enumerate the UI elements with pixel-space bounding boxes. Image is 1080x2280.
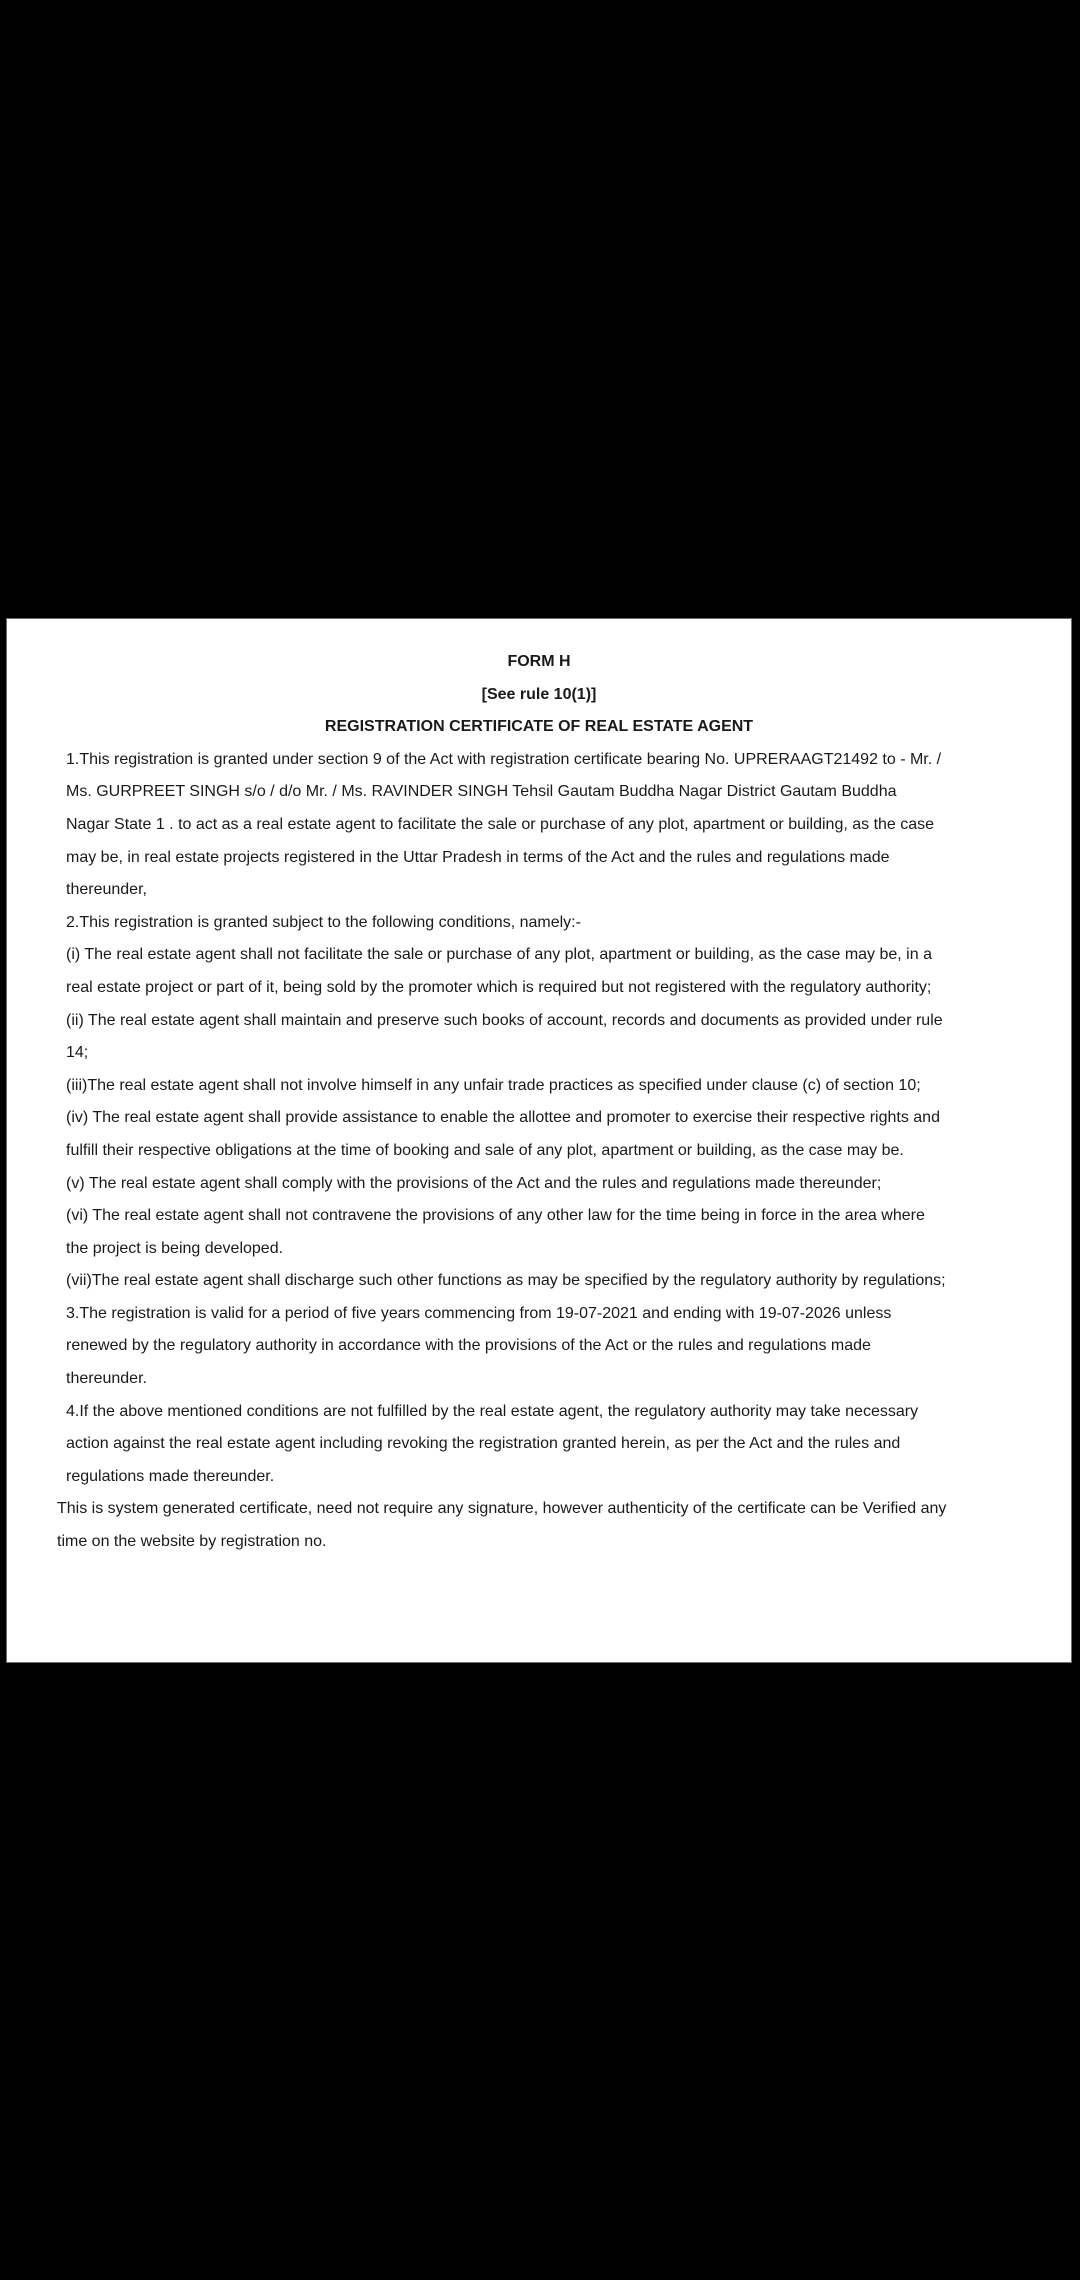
certificate-body-line: 4.If the above mentioned conditions are not fulfilled by the real estate agent, the regulatory authority may take necessary — [66, 1402, 919, 1420]
certificate-heading-line: [See rule 10(1)] — [481, 685, 597, 703]
certificate-body-line: fulfill their respective obligations at the time of booking and sale of any plot, apartment or building, as the case may be. — [66, 1141, 904, 1159]
certificate-body-line: thereunder, — [66, 881, 147, 899]
certificate-body-line: thereunder. — [66, 1370, 147, 1388]
certificate-body-line: (v) The real estate agent shall comply with the provisions of the Act and the rules and regulations made thereunder; — [66, 1174, 882, 1192]
certificate-footer — [7, 1493, 1071, 1558]
certificate-footer-line: This is system generated certificate, need not require any signature, however authenticity of the certificate can be Verified any — [57, 1500, 947, 1518]
certificate-body-line: real estate project or part of it, being sold by the promoter which is required but not registered with the regulatory authority; — [66, 978, 932, 996]
certificate-heading-line: REGISTRATION CERTIFICATE OF REAL ESTATE AGENT — [324, 718, 754, 736]
certificate-body-line: 1.This registration is granted under section 9 of the Act with registration certificate bearing No. UPRERAAGT21492 to - Mr. / — [66, 750, 942, 768]
certificate-heading-line: FORM H — [507, 653, 571, 670]
certificate-content — [7, 619, 1071, 1559]
certificate-headings — [7, 646, 1071, 744]
certificate-body-line: (vi) The real estate agent shall not contravene the provisions of any other law for the time being in force in the area where — [66, 1207, 925, 1225]
certificate-body-line: (i) The real estate agent shall not facilitate the sale or purchase of any plot, apartment or building, as the case may be, in a — [66, 946, 932, 964]
certificate-body-line: (iv) The real estate agent shall provide assistance to enable the allottee and promoter to exercise their respective rights and — [66, 1109, 940, 1127]
certificate-footer-line: time on the website by registration no. — [57, 1533, 327, 1551]
certificate-body-line: (iii)The real estate agent shall not involve himself in any unfair trade practices as specified under clause (c) of section 10; — [66, 1076, 921, 1094]
certificate-body-line: 14; — [66, 1044, 89, 1062]
certificate-body-line: the project is being developed. — [66, 1239, 284, 1257]
certificate-body — [7, 744, 1071, 1494]
certificate-body-line: may be, in real estate projects registered in the Uttar Pradesh in terms of the Act and the rules and regulations made — [66, 848, 890, 866]
certificate-body-line: 3.The registration is valid for a period of five years commencing from 19-07-2021 and ending with 19-07-2026 unless — [66, 1304, 892, 1322]
certificate-body-line: Ms. GURPREET SINGH s/o / d/o Mr. / Ms. RAVINDER SINGH Tehsil Gautam Buddha Nagar District Gautam Buddha — [66, 783, 897, 801]
certificate-body-line: 2.This registration is granted subject to the following conditions, namely:- — [66, 913, 581, 931]
certificate-sheet — [6, 618, 1072, 1663]
certificate-body-line: renewed by the regulatory authority in accordance with the provisions of the Act or the rules and regulations made — [66, 1337, 871, 1355]
certificate-body-line: action against the real estate agent including revoking the registration granted herein, as per the Act and the rules and — [66, 1435, 901, 1453]
certificate-body-line: Nagar State 1 . to act as a real estate agent to facilitate the sale or purchase of any plot, apartment or building, as the case — [66, 815, 935, 833]
certificate-body-line: regulations made thereunder. — [66, 1467, 275, 1485]
certificate-body-line: (ii) The real estate agent shall maintain and preserve such books of account, records and documents as provided under rule — [66, 1011, 943, 1029]
certificate-body-line: (vii)The real estate agent shall discharge such other functions as may be specified by the regulatory authority by regulations; — [66, 1272, 946, 1290]
